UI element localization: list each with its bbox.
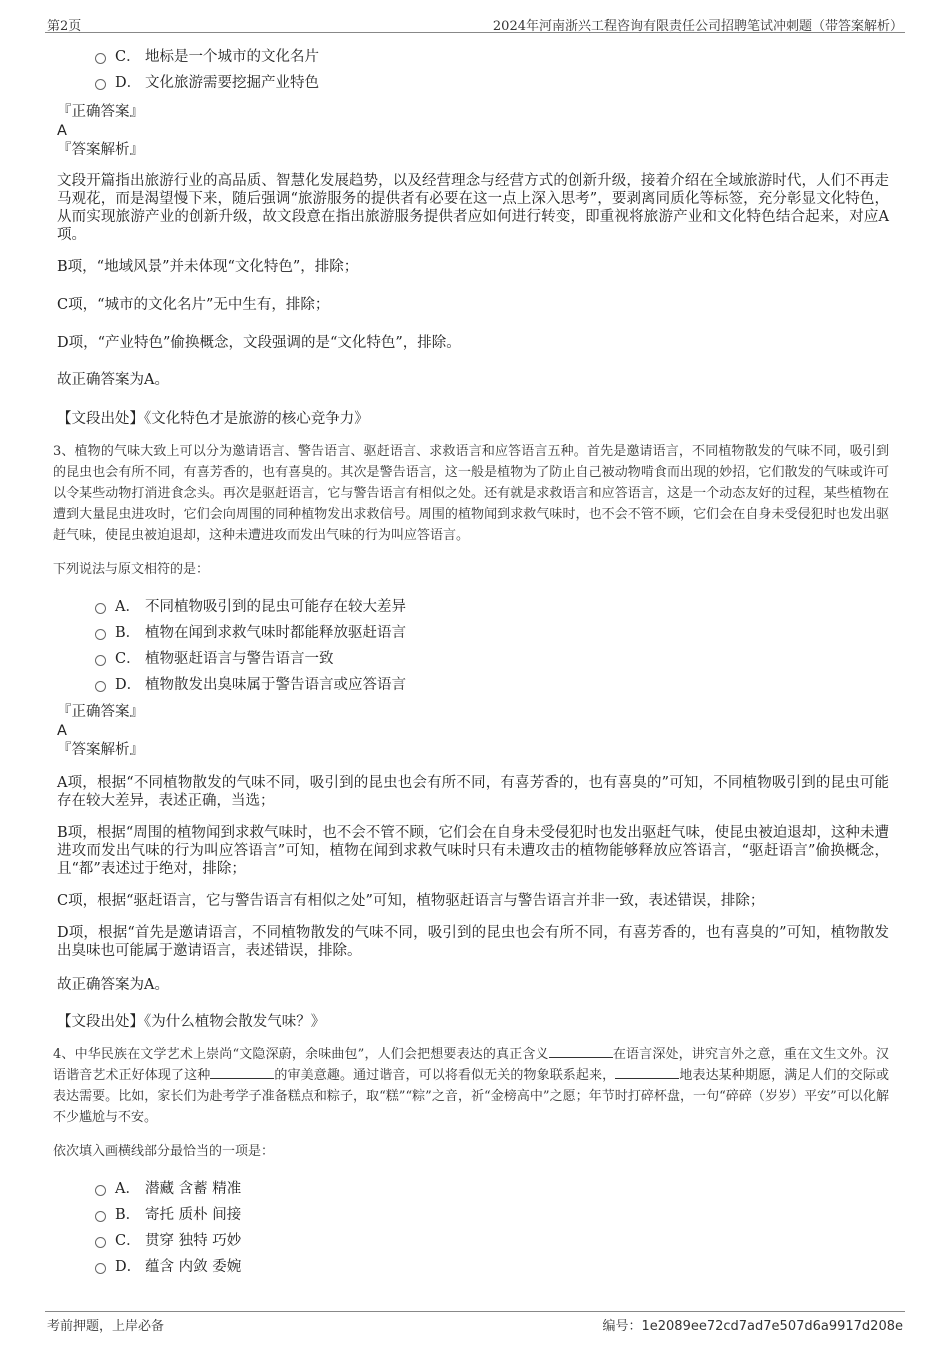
- correct-answer-label: 『正确答案』: [57, 104, 144, 120]
- correct-answer: A: [57, 723, 67, 739]
- analysis-paragraph: 文段开篇指出旅游行业的高品质、智慧化发展趋势，以及经营理念与经营方式的创新升级，接着介绍在全域旅游时代，人们不再走马观花，而是渴望慢下来，随后强调“旅游服务的提供者有必要在这一点上深入思考”，要剥离同质化等标签，充分彰显文化特色，从而实现旅游产业的创新升级，故文段意在指出旅游服务提供者应如何进行转变，即重视将旅游产业和文化特色结合起来，对应A项。: [57, 173, 889, 243]
- option-a[interactable]: [57, 1176, 889, 1202]
- option-text: 蕴含 内敛 委婉: [145, 1259, 242, 1275]
- option-letter: C．: [115, 1233, 141, 1249]
- stem-text: 在语言深处，讲究言外之意，重在文生文外。汉语谐音艺术正好体现了这种: [53, 1047, 889, 1083]
- radio-icon[interactable]: [95, 681, 106, 692]
- radio-icon[interactable]: [95, 53, 106, 64]
- footer-slogan: 考前押题，上岸必备: [47, 1319, 165, 1334]
- option-c[interactable]: [57, 44, 889, 70]
- fill-blank-3[interactable]: [615, 1066, 679, 1079]
- radio-icon[interactable]: [95, 629, 106, 640]
- code-label: 编号：: [602, 1319, 642, 1334]
- source-title: 《文化特色才是旅游的核心竞争力》: [144, 411, 369, 427]
- radio-icon[interactable]: [95, 79, 106, 90]
- option-letter: B．: [115, 1207, 141, 1223]
- option-text: 植物散发出臭味属于警告语言或应答语言: [145, 677, 406, 693]
- fill-blank-1[interactable]: [549, 1045, 613, 1058]
- radio-icon[interactable]: [95, 655, 106, 666]
- page-number: 第2页: [47, 19, 82, 34]
- option-text: 植物在闻到求救气味时都能释放驱赶语言: [145, 625, 406, 641]
- page-footer: [45, 1311, 905, 1335]
- question-prompt: 下列说法与原文相符的是：: [53, 562, 210, 577]
- analysis-paragraph: B项，根据“周围的植物闻到求救气味时，也不会不管不顾，它们会在自身未受侵犯时也发出驱赶气味，使昆虫被迫退却，这种未遭进攻而发出气味的行为叫应答语言”可知，植物在闻到求救气味时只有未遭攻击的植物能够释放应答语言，“驱赶语言”偷换概念，且“都”表述过于绝对，排除；: [57, 825, 889, 877]
- stem-text: 地表达某种期愿，满足人们的交际或表达需要。比如，家长们为赴考学子准备糕点和粽子，取“糕”“粽”之音，祈“金榜高中”之愿；年节时打碎杯盘，一句“碎碎（岁岁）平安”可以化解不少尴尬与不安。: [53, 1068, 889, 1125]
- option-letter: A．: [115, 599, 140, 615]
- option-c[interactable]: [57, 646, 889, 672]
- correct-answer: A: [57, 123, 67, 139]
- analysis-label: 『答案解析』: [57, 742, 144, 758]
- source-citation: [57, 1012, 889, 1032]
- document-title: 2024年河南浙兴工程咨询有限责任公司招聘笔试冲刺题（带答案解析）: [492, 19, 903, 34]
- option-letter: C．: [115, 651, 141, 667]
- option-text: 寄托 质朴 间接: [145, 1207, 242, 1223]
- analysis-conclusion: 故正确答案为A。: [57, 977, 169, 993]
- option-letter: D．: [115, 677, 142, 693]
- option-c[interactable]: [57, 1228, 889, 1254]
- question-stem: 3、植物的气味大致上可以分为邀请语言、警告语言、驱赶语言、求救语言和应答语言五种。首先是邀请语言，不同植物散发的气味不同，吸引到的昆虫也会有所不同，有喜芳香的，也有喜臭的。其次是警告语言，这一般是植物为了防止自己被动物啃食而出现的妙招，它们散发的气味或许可以令某些动物打消进食念头。再次是驱赶语言，它与警告语言有相似之处。还有就是求救语言和应答语言，这是一个动态友好的过程，某些植物在遭到大量昆虫进攻时，它们会向周围的同种植物发出求救信号。周围的植物闻到求救气味时，也不会不管不顾，它们会在自身未受侵犯时也发出驱赶气味，使昆虫被迫退却，这种未遭进攻而发出气味的行为叫应答语言。: [53, 444, 889, 543]
- correct-answer-label: 『正确答案』: [57, 704, 144, 720]
- stem-text: 4、中华民族在文学艺术上崇尚“文隐深蔚，余味曲包”，人们会把想要表达的真正含义: [53, 1047, 549, 1062]
- option-a[interactable]: [57, 594, 889, 620]
- analysis-paragraph: B项，“地域风景”并未体现“文化特色”，排除；: [57, 259, 359, 275]
- option-text: 潜藏 含蓄 精准: [145, 1181, 242, 1197]
- option-b[interactable]: [57, 1202, 889, 1228]
- radio-icon[interactable]: [95, 1211, 106, 1222]
- option-text: 植物驱赶语言与警告语言一致: [145, 651, 334, 667]
- option-letter: D．: [115, 75, 142, 91]
- analysis-paragraph: D项，“产业特色”偷换概念，文段强调的是“文化特色”，排除。: [57, 335, 461, 351]
- option-text: 贯穿 独特 巧妙: [145, 1233, 242, 1249]
- option-letter: D．: [115, 1259, 142, 1275]
- analysis-paragraph: C项，“城市的文化名片”无中生有，排除；: [57, 297, 330, 313]
- page-content: [53, 44, 889, 1280]
- option-d[interactable]: [57, 1254, 889, 1280]
- fill-blank-2[interactable]: [210, 1066, 274, 1079]
- option-text: 不同植物吸引到的昆虫可能存在较大差异: [145, 599, 406, 615]
- stem-text: 的审美意趣。通过谐音，可以将看似无关的物象联系起来，: [274, 1068, 616, 1083]
- radio-icon[interactable]: [95, 1237, 106, 1248]
- source-label: 【文段出处】: [57, 1014, 144, 1030]
- radio-icon[interactable]: [95, 1185, 106, 1196]
- analysis-paragraph: C项，根据“驱赶语言，它与警告语言有相似之处”可知，植物驱赶语言与警告语言并非一致，表述错误，排除；: [57, 893, 765, 909]
- analysis-paragraph: D项，根据“首先是邀请语言，不同植物散发的气味不同，吸引到的昆虫也会有所不同，有喜芳香的，也有喜臭的”可知，植物散发出臭味也可能属于邀请语言，表述错误，排除。: [57, 925, 889, 959]
- document-code: [602, 1315, 903, 1334]
- source-label: 【文段出处】: [57, 411, 144, 427]
- option-b[interactable]: [57, 620, 889, 646]
- code-value: 1e2089ee72cd7ad7e507d6a9917d208e: [641, 1319, 903, 1334]
- page-header: [45, 12, 905, 33]
- analysis-label: 『答案解析』: [57, 142, 144, 158]
- source-title: 《为什么植物会散发气味？》: [144, 1014, 326, 1030]
- option-d[interactable]: [57, 70, 889, 96]
- question-prompt: 依次填入画横线部分最恰当的一项是：: [53, 1144, 275, 1159]
- analysis-conclusion: 故正确答案为A。: [57, 372, 169, 388]
- option-letter: A．: [115, 1181, 140, 1197]
- question-stem: [53, 1044, 889, 1128]
- radio-icon[interactable]: [95, 603, 106, 614]
- option-letter: C．: [115, 49, 141, 65]
- option-text: 地标是一个城市的文化名片: [145, 49, 319, 65]
- analysis-paragraph: A项，根据“不同植物散发的气味不同，吸引到的昆虫也会有所不同，有喜芳香的，也有喜臭的”可知，不同植物吸引到的昆虫可能存在较大差异，表述正确，当选；: [57, 775, 889, 809]
- source-citation: [57, 409, 889, 429]
- option-d[interactable]: [57, 672, 889, 698]
- option-letter: B．: [115, 625, 141, 641]
- option-text: 文化旅游需要挖掘产业特色: [145, 75, 319, 91]
- radio-icon[interactable]: [95, 1263, 106, 1274]
